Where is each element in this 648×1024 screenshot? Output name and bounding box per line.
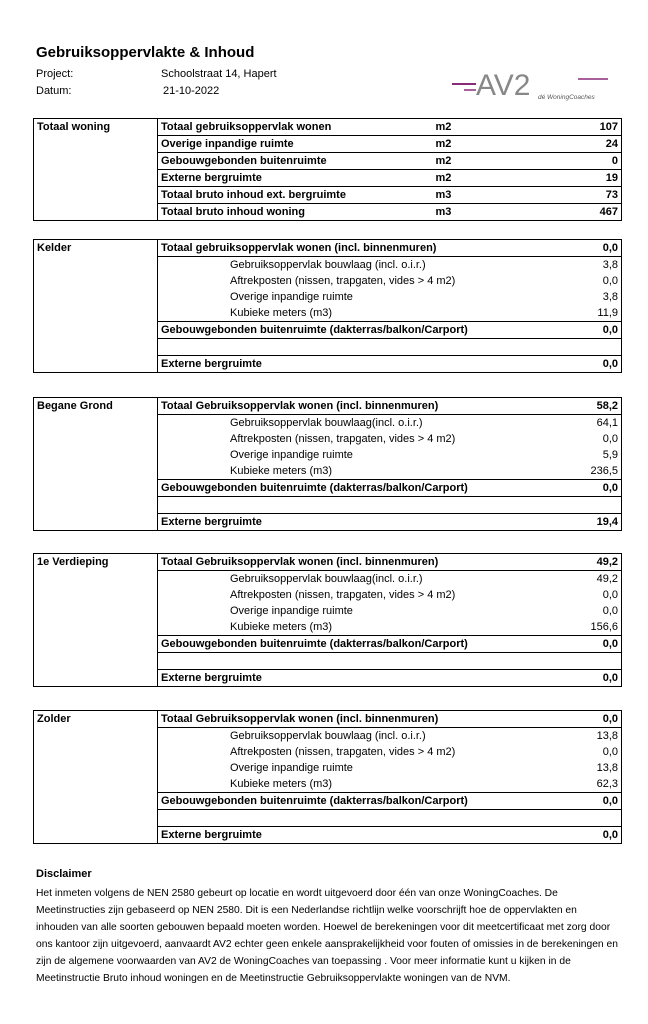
row-unit: m2	[433, 119, 533, 136]
extern-label: Externe bergruimte	[158, 827, 547, 844]
main-value: 0,0	[547, 711, 622, 728]
detail-value: 62,3	[547, 776, 622, 793]
detail-label: Kubieke meters (m3)	[158, 305, 547, 322]
buiten-value: 0,0	[547, 480, 622, 497]
detail-label: Aftrekposten (nissen, trapgaten, vides > 4 m2)	[158, 744, 547, 760]
detail-value: 0,0	[547, 603, 622, 619]
table-row	[34, 240, 622, 257]
row-unit: m2	[433, 153, 533, 170]
extern-value: 0,0	[547, 827, 622, 844]
empty-cell	[158, 653, 547, 670]
detail-label: Kubieke meters (m3)	[158, 619, 547, 636]
detail-label: Gebruiksoppervlak bouwlaag(incl. o.i.r.)	[158, 415, 547, 432]
extern-label: Externe bergruimte	[158, 670, 547, 687]
buiten-value: 0,0	[547, 322, 622, 339]
row-unit: m3	[433, 187, 533, 204]
detail-value: 236,5	[547, 463, 622, 480]
extern-label: Externe bergruimte	[158, 356, 547, 373]
av2-logo-mark	[450, 62, 610, 102]
av2-logo	[450, 62, 610, 102]
main-value: 58,2	[547, 398, 622, 415]
extern-label: Externe bergruimte	[158, 514, 547, 531]
row-unit: m2	[433, 170, 533, 187]
buiten-value: 0,0	[547, 636, 622, 653]
buiten-label: Gebouwgebonden buitenruimte (dakterras/balkon/Carport)	[158, 793, 547, 810]
detail-label: Gebruiksoppervlak bouwlaag (incl. o.i.r.)	[158, 728, 547, 745]
empty-cell	[547, 339, 622, 356]
row-value: 467	[533, 204, 622, 221]
empty-cell	[158, 497, 547, 514]
extern-value: 0,0	[547, 356, 622, 373]
main-label: Totaal Gebruiksoppervlak wonen (incl. binnenmuren)	[158, 711, 547, 728]
row-value: 107	[533, 119, 622, 136]
buiten-value: 0,0	[547, 793, 622, 810]
project-value: Schoolstraat 14, Hapert	[161, 68, 277, 80]
row-value: 24	[533, 136, 622, 153]
row-label: Totaal bruto inhoud woning	[158, 204, 433, 221]
row-label: Overige inpandige ruimte	[158, 136, 433, 153]
buiten-label: Gebouwgebonden buitenruimte (dakterras/balkon/Carport)	[158, 480, 547, 497]
main-label: Totaal Gebruiksoppervlak wonen (incl. binnenmuren)	[158, 398, 547, 415]
detail-value: 0,0	[547, 431, 622, 447]
table-row	[34, 554, 622, 571]
section-name: 1e Verdieping	[34, 554, 158, 687]
buiten-label: Gebouwgebonden buitenruimte (dakterras/balkon/Carport)	[158, 322, 547, 339]
empty-cell	[547, 810, 622, 827]
section-table-begane-grond	[33, 397, 622, 531]
page-title: Gebruiksoppervlakte & Inhoud	[36, 44, 255, 61]
date-value: 21-10-2022	[163, 85, 220, 97]
row-value: 0	[533, 153, 622, 170]
detail-label: Kubieke meters (m3)	[158, 776, 547, 793]
row-label: Gebouwgebonden buitenruimte	[158, 153, 433, 170]
row-unit: m2	[433, 136, 533, 153]
section-table-kelder	[33, 239, 622, 373]
disclaimer-text: Het inmeten volgens de NEN 2580 gebeurt op locatie en wordt uitgevoerd door één van onze WoningCoaches. De Meetinstructies zijn gebaseerd op NEN 2580. Dit is een Nederlandse richtlijn welke voorschrijft hoe de oppervlakten en inhouden van alle soorten gebouwen bepaald moeten worden. Hoewel de berekeningen voor dit meetcertificaat met zorg door ons kantoor zijn uitgevoerd, aanvaardt AV2 echter geen enkele aansprakelijkheid voor fouten of omissies in de berekeningen en zijn de algemene voorwaarden van AV2 de WoningCoaches van toepassing . Voor meer informatie kunt u kijken in de Meetinstructie Bruto inhoud woningen en de Meetinstructie Gebruiksoppervlakte woningen van de NVM.	[36, 888, 618, 984]
empty-cell	[547, 497, 622, 514]
empty-cell	[158, 339, 547, 356]
detail-value: 64,1	[547, 415, 622, 432]
detail-label: Gebruiksoppervlak bouwlaag (incl. o.i.r.)	[158, 257, 547, 274]
detail-value: 13,8	[547, 760, 622, 776]
detail-label: Aftrekposten (nissen, trapgaten, vides > 4 m2)	[158, 431, 547, 447]
detail-value: 5,9	[547, 447, 622, 463]
detail-value: 0,0	[547, 587, 622, 603]
detail-label: Overige inpandige ruimte	[158, 603, 547, 619]
row-label: Externe bergruimte	[158, 170, 433, 187]
detail-value: 156,6	[547, 619, 622, 636]
detail-value: 13,8	[547, 728, 622, 745]
detail-label: Overige inpandige ruimte	[158, 447, 547, 463]
row-label: Totaal bruto inhoud ext. bergruimte	[158, 187, 433, 204]
disclaimer-title: Disclaimer	[36, 868, 92, 880]
section-name: Begane Grond	[34, 398, 158, 531]
empty-cell	[547, 653, 622, 670]
table-row	[34, 119, 622, 136]
empty-cell	[158, 810, 547, 827]
extern-value: 0,0	[547, 670, 622, 687]
detail-label: Aftrekposten (nissen, trapgaten, vides > 4 m2)	[158, 587, 547, 603]
totaal-woning-table	[33, 118, 622, 221]
row-label: Totaal gebruiksoppervlak wonen	[158, 119, 433, 136]
detail-label: Aftrekposten (nissen, trapgaten, vides > 4 m2)	[158, 273, 547, 289]
section-name: Zolder	[34, 711, 158, 844]
buiten-label: Gebouwgebonden buitenruimte (dakterras/balkon/Carport)	[158, 636, 547, 653]
section-table-1e-verdieping	[33, 553, 622, 687]
logo-tagline: dé WoningCoaches	[538, 94, 595, 101]
row-unit: m3	[433, 204, 533, 221]
main-value: 49,2	[547, 554, 622, 571]
detail-value: 49,2	[547, 571, 622, 588]
detail-value: 0,0	[547, 273, 622, 289]
detail-label: Gebruiksoppervlak bouwlaag(incl. o.i.r.)	[158, 571, 547, 588]
section-table-zolder	[33, 710, 622, 844]
row-value: 73	[533, 187, 622, 204]
detail-label: Overige inpandige ruimte	[158, 289, 547, 305]
main-value: 0,0	[547, 240, 622, 257]
section-name: Kelder	[34, 240, 158, 373]
row-value: 19	[533, 170, 622, 187]
table-row	[34, 398, 622, 415]
extern-value: 19,4	[547, 514, 622, 531]
detail-value: 3,8	[547, 257, 622, 274]
main-label: Totaal gebruiksoppervlak wonen (incl. binnenmuren)	[158, 240, 547, 257]
date-label: Datum:	[36, 85, 72, 97]
table-row	[34, 711, 622, 728]
main-label: Totaal Gebruiksoppervlak wonen (incl. binnenmuren)	[158, 554, 547, 571]
section-name: Totaal woning	[34, 119, 158, 221]
logo-text: AV2	[476, 69, 531, 102]
detail-value: 11,9	[547, 305, 622, 322]
detail-value: 0,0	[547, 744, 622, 760]
detail-label: Overige inpandige ruimte	[158, 760, 547, 776]
detail-label: Kubieke meters (m3)	[158, 463, 547, 480]
detail-value: 3,8	[547, 289, 622, 305]
project-label: Project:	[36, 68, 74, 80]
